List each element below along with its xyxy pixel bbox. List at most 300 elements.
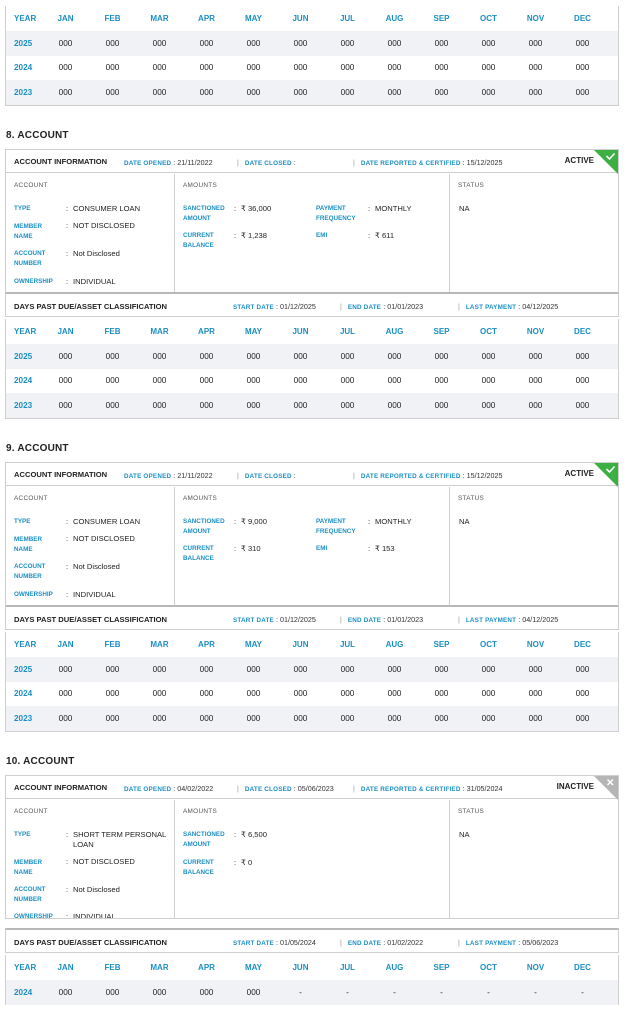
header-cell: JAN (57, 14, 74, 23)
emi-value: ₹ 611 (375, 231, 395, 240)
value-cell: 000 (246, 713, 261, 723)
value-cell: - (581, 987, 584, 997)
colon: : (66, 830, 69, 839)
value-cell: 000 (152, 713, 167, 723)
value-cell: 000 (58, 87, 73, 97)
value-cell: 000 (199, 63, 214, 73)
year-cell: 2023 (14, 87, 33, 97)
separator: | (458, 302, 460, 311)
year-cell: 2025 (14, 664, 33, 674)
colon: : (234, 517, 237, 526)
header-cell: SEP (433, 327, 450, 336)
account-heading: 9. ACCOUNT (6, 443, 69, 454)
last-payment-value: : 04/12/2025 (518, 615, 559, 624)
value-cell: 000 (528, 38, 543, 48)
colon: : (368, 544, 371, 553)
date-closed-label: DATE CLOSED (244, 786, 292, 793)
date-closed (233, 158, 296, 167)
value-cell: 000 (293, 664, 308, 674)
header-cell: YEAR (14, 14, 37, 23)
info-title: ACCOUNT INFORMATION (14, 470, 108, 479)
separator: | (237, 784, 239, 793)
value-cell: 000 (340, 87, 355, 97)
type-label: TYPE (14, 518, 31, 525)
separator: | (353, 158, 355, 167)
separator: | (353, 471, 355, 480)
value-cell: 000 (340, 713, 355, 723)
value-cell: 000 (528, 63, 543, 73)
value-cell: 000 (387, 689, 402, 699)
year-cell: 2023 (14, 400, 33, 410)
value-cell: 000 (105, 987, 120, 997)
dpd-title: DAYS PAST DUE/ASSET CLASSIFICATION (14, 615, 168, 624)
date-opened-label: DATE OPENED (124, 473, 172, 480)
current-balance-value: ₹ 310 (241, 544, 261, 553)
member-name-label: MEMBER NAME (14, 859, 42, 876)
value-cell: 000 (575, 400, 590, 410)
value-cell: 000 (575, 87, 590, 97)
member-name-label: MEMBER NAME (14, 223, 42, 240)
date-closed (233, 471, 296, 480)
separator: | (458, 615, 460, 624)
value-cell: 000 (340, 400, 355, 410)
account-section (6, 800, 175, 919)
account-card (5, 775, 619, 919)
dpd-header-row (6, 632, 618, 657)
value-cell: 000 (58, 664, 73, 674)
sanctioned-amount-label: SANCTIONED AMOUNT (183, 205, 225, 222)
header-cell: NOV (526, 640, 545, 649)
section-title: STATUS (458, 182, 485, 189)
value-cell: 000 (199, 987, 214, 997)
account-info-bar (6, 463, 618, 486)
start-date (233, 938, 316, 947)
current-balance-value: ₹ 0 (241, 858, 253, 867)
account-card (5, 149, 619, 293)
header-cell: YEAR (14, 327, 37, 336)
value-cell: 000 (246, 38, 261, 48)
status-value: NA (459, 204, 470, 213)
header-cell: FEB (104, 14, 121, 23)
date-reported-label: DATE REPORTED & CERTIFIED (360, 473, 461, 480)
year-cell: 2024 (14, 63, 33, 73)
value-cell: 000 (293, 689, 308, 699)
amounts-section (175, 487, 450, 606)
date-closed-label: DATE CLOSED (244, 473, 292, 480)
header-cell: JAN (57, 640, 74, 649)
colon: : (66, 885, 69, 894)
header-cell: JUL (339, 327, 356, 336)
value-cell: 000 (58, 63, 73, 73)
value-cell: 000 (528, 87, 543, 97)
header-cell: DEC (574, 963, 591, 972)
last-payment-label: LAST PAYMENT (465, 617, 517, 624)
value-cell: 000 (246, 87, 261, 97)
last-payment (454, 302, 558, 311)
current-balance-label: CURRENT BALANCE (183, 545, 214, 562)
value-cell: 000 (246, 987, 261, 997)
section-title: AMOUNTS (183, 182, 218, 189)
type-label: TYPE (14, 831, 31, 838)
date-reported (349, 158, 503, 167)
sanctioned-amount-value: ₹ 36,000 (241, 204, 272, 213)
value-cell: 000 (58, 38, 73, 48)
value-cell: 000 (152, 689, 167, 699)
year-cell: 2023 (14, 713, 33, 723)
dpd-header-row (6, 319, 618, 344)
header-cell: DEC (574, 640, 591, 649)
header-cell: OCT (480, 327, 497, 336)
value-cell: 000 (293, 400, 308, 410)
header-cell: YEAR (14, 640, 37, 649)
value-cell: 000 (481, 87, 496, 97)
status-value: NA (459, 830, 470, 839)
value-cell: 000 (481, 351, 496, 361)
separator: | (353, 784, 355, 793)
value-cell: 000 (293, 63, 308, 73)
value-cell: 000 (105, 87, 120, 97)
header-cell: NOV (526, 963, 545, 972)
value-cell: 000 (528, 713, 543, 723)
value-cell: 000 (199, 87, 214, 97)
colon: : (368, 204, 371, 213)
value-cell: 000 (105, 689, 120, 699)
value-cell: 000 (575, 38, 590, 48)
colon: : (66, 204, 69, 213)
account-number-value: Not Disclosed (73, 249, 120, 258)
date-closed-value: : (293, 158, 296, 167)
last-payment-value: : 04/12/2025 (518, 302, 559, 311)
header-cell: JAN (57, 963, 74, 972)
separator: | (237, 158, 239, 167)
end-date (336, 938, 423, 947)
separator: | (340, 615, 342, 624)
value-cell: 000 (58, 713, 73, 723)
colon: : (234, 231, 237, 240)
ownership-label: OWNERSHIP (14, 278, 53, 285)
value-cell: 000 (58, 351, 73, 361)
header-cell: JUN (292, 963, 309, 972)
date-opened-value: : 21/11/2022 (173, 158, 213, 167)
ownership-label: OWNERSHIP (14, 591, 53, 598)
table-row (6, 980, 618, 1005)
value-cell: 000 (528, 400, 543, 410)
section-title: STATUS (458, 495, 485, 502)
value-cell: 000 (434, 689, 449, 699)
account-section (6, 174, 175, 293)
amounts-section (175, 174, 450, 293)
header-cell: MAY (244, 963, 263, 972)
member-name-label: MEMBER NAME (14, 536, 42, 553)
dpd-bar (5, 928, 619, 953)
table-row (6, 80, 618, 105)
member-name-value: NOT DISCLOSED (73, 857, 135, 866)
value-cell: 000 (575, 689, 590, 699)
status-section (450, 800, 619, 919)
colon: : (66, 517, 69, 526)
emi-value: ₹ 153 (375, 544, 395, 553)
info-title: ACCOUNT INFORMATION (14, 783, 108, 792)
value-cell: 000 (481, 664, 496, 674)
colon: : (234, 204, 237, 213)
account-number-label: ACCOUNT NUMBER (14, 563, 46, 580)
value-cell: 000 (58, 689, 73, 699)
value-cell: 000 (246, 689, 261, 699)
header-cell: JUN (292, 327, 309, 336)
start-date-value: : 01/05/2024 (275, 938, 316, 947)
dpd-bar (5, 292, 619, 317)
value-cell: 000 (387, 63, 402, 73)
type-value: SHORT TERM PERSONAL LOAN (73, 830, 166, 849)
start-date-value: : 01/12/2025 (275, 615, 316, 624)
value-cell: 000 (246, 63, 261, 73)
date-opened (124, 158, 213, 167)
value-cell: 000 (152, 664, 167, 674)
colon: : (234, 544, 237, 553)
header-cell: AUG (385, 640, 404, 649)
colon: : (234, 830, 237, 839)
header-cell: JUL (339, 963, 356, 972)
value-cell: 000 (246, 376, 261, 386)
header-cell: SEP (433, 14, 450, 23)
account-info-bar (6, 150, 618, 173)
header-cell: APR (198, 14, 215, 23)
value-cell: 000 (434, 664, 449, 674)
value-cell: 000 (387, 87, 402, 97)
date-opened-value: : 21/11/2022 (173, 471, 213, 480)
value-cell: 000 (434, 63, 449, 73)
end-date-label: END DATE (347, 304, 382, 311)
value-cell: 000 (575, 63, 590, 73)
separator: | (340, 938, 342, 947)
last-payment (454, 615, 558, 624)
header-cell: DEC (574, 14, 591, 23)
ownership-value: INDIVIDUAL (73, 277, 116, 286)
value-cell: 000 (199, 38, 214, 48)
value-cell: 000 (575, 351, 590, 361)
status-badge: ACTIVE (564, 469, 594, 478)
header-cell: AUG (385, 963, 404, 972)
table-row (6, 56, 618, 81)
dpd-header-row (6, 6, 618, 31)
value-cell: 000 (293, 713, 308, 723)
value-cell: 000 (152, 351, 167, 361)
dpd-table (5, 632, 619, 732)
status-badge: ACTIVE (564, 156, 594, 165)
separator: | (237, 471, 239, 480)
separator: | (340, 302, 342, 311)
date-reported-value: : 15/12/2025 (462, 471, 503, 480)
date-reported-value: : 31/05/2024 (462, 784, 503, 793)
date-reported-value: : 15/12/2025 (462, 158, 503, 167)
colon: : (234, 858, 237, 867)
last-payment-label: LAST PAYMENT (465, 304, 517, 311)
section-title: ACCOUNT (14, 495, 48, 502)
end-date-value: : 01/02/2022 (383, 938, 424, 947)
date-reported-label: DATE REPORTED & CERTIFIED (360, 786, 461, 793)
date-opened-label: DATE OPENED (124, 786, 172, 793)
current-balance-value: ₹ 1,238 (241, 231, 267, 240)
value-cell: - (299, 987, 302, 997)
value-cell: 000 (340, 63, 355, 73)
value-cell: 000 (58, 400, 73, 410)
header-cell: YEAR (14, 963, 37, 972)
value-cell: 000 (105, 38, 120, 48)
value-cell: 000 (105, 351, 120, 361)
dpd-title: DAYS PAST DUE/ASSET CLASSIFICATION (14, 302, 168, 311)
value-cell: 000 (340, 38, 355, 48)
type-value: CONSUMER LOAN (73, 517, 141, 526)
table-row (6, 344, 618, 369)
header-cell: SEP (433, 963, 450, 972)
value-cell: 000 (58, 987, 73, 997)
value-cell: 000 (152, 38, 167, 48)
value-cell: - (440, 987, 443, 997)
colon: : (66, 590, 69, 599)
value-cell: 000 (199, 351, 214, 361)
header-cell: OCT (480, 963, 497, 972)
header-cell: APR (198, 963, 215, 972)
account-number-value: Not Disclosed (73, 885, 120, 894)
date-reported (349, 471, 503, 480)
table-row (6, 31, 618, 56)
year-cell: 2024 (14, 689, 33, 699)
value-cell: 000 (528, 351, 543, 361)
value-cell: 000 (199, 376, 214, 386)
section-title: AMOUNTS (183, 495, 218, 502)
end-date-value: : 01/01/2023 (383, 302, 424, 311)
start-date-value: : 01/12/2025 (275, 302, 316, 311)
value-cell: 000 (481, 38, 496, 48)
value-cell: 000 (481, 713, 496, 723)
header-cell: OCT (480, 14, 497, 23)
date-opened-value: : 04/02/2022 (173, 784, 214, 793)
value-cell: 000 (199, 400, 214, 410)
sanctioned-amount-value: ₹ 6,500 (241, 830, 267, 839)
value-cell: 000 (152, 376, 167, 386)
header-cell: MAR (150, 640, 169, 649)
dpd-header-row (6, 955, 618, 980)
value-cell: 000 (575, 376, 590, 386)
value-cell: - (346, 987, 349, 997)
header-cell: OCT (480, 640, 497, 649)
check-icon (594, 150, 618, 174)
value-cell: 000 (434, 713, 449, 723)
value-cell: 000 (152, 987, 167, 997)
member-name-value: NOT DISCLOSED (73, 221, 135, 230)
value-cell: 000 (575, 664, 590, 674)
year-cell: 2025 (14, 38, 33, 48)
account-card (5, 462, 619, 606)
table-row (6, 657, 618, 682)
account-number-label: ACCOUNT NUMBER (14, 886, 46, 903)
header-cell: NOV (526, 14, 545, 23)
value-cell: 000 (340, 351, 355, 361)
member-name-value: NOT DISCLOSED (73, 534, 135, 543)
date-reported (349, 784, 503, 793)
value-cell: 000 (105, 713, 120, 723)
value-cell: 000 (199, 713, 214, 723)
colon: : (66, 534, 69, 543)
date-closed-value: : 05/06/2023 (293, 784, 334, 793)
year-cell: 2024 (14, 987, 33, 997)
date-closed-value: : (293, 471, 296, 480)
section-title: ACCOUNT (14, 808, 48, 815)
amounts-section (175, 800, 450, 919)
value-cell: 000 (528, 689, 543, 699)
value-cell: 000 (481, 400, 496, 410)
sanctioned-amount-label: SANCTIONED AMOUNT (183, 518, 225, 535)
value-cell: 000 (575, 713, 590, 723)
value-cell: - (487, 987, 490, 997)
status-section (450, 174, 619, 293)
value-cell: 000 (105, 376, 120, 386)
dpd-table (5, 319, 619, 419)
value-cell: 000 (152, 400, 167, 410)
value-cell: 000 (528, 376, 543, 386)
header-cell: AUG (385, 14, 404, 23)
ownership-value: INDIVIDUAL (73, 590, 116, 599)
header-cell: MAR (150, 14, 169, 23)
value-cell: 000 (434, 38, 449, 48)
section-title: STATUS (458, 808, 485, 815)
date-reported-label: DATE REPORTED & CERTIFIED (360, 160, 461, 167)
end-date-value: : 01/01/2023 (383, 615, 424, 624)
table-row (6, 682, 618, 707)
last-payment-label: LAST PAYMENT (465, 940, 517, 947)
ownership-label: OWNERSHIP (14, 913, 53, 919)
colon: : (368, 231, 371, 240)
header-cell: FEB (104, 327, 121, 336)
info-title: ACCOUNT INFORMATION (14, 157, 108, 166)
account-section (6, 487, 175, 606)
status-section (450, 487, 619, 606)
end-date-label: END DATE (347, 940, 382, 947)
value-cell: 000 (246, 400, 261, 410)
value-cell: 000 (340, 689, 355, 699)
date-opened-label: DATE OPENED (124, 160, 172, 167)
value-cell: 000 (293, 87, 308, 97)
account-info-bar (6, 776, 618, 799)
account-heading: 8. ACCOUNT (6, 130, 69, 141)
header-cell: APR (198, 327, 215, 336)
colon: : (66, 221, 69, 230)
value-cell: 000 (199, 664, 214, 674)
colon: : (66, 857, 69, 866)
header-cell: MAY (244, 640, 263, 649)
value-cell: 000 (199, 689, 214, 699)
start-date-label: START DATE (233, 617, 274, 624)
value-cell: 000 (387, 664, 402, 674)
ownership-value: INDIVIDUAL (73, 912, 116, 919)
table-row (6, 369, 618, 394)
check-icon (594, 463, 618, 487)
value-cell: 000 (105, 63, 120, 73)
value-cell: 000 (340, 376, 355, 386)
close-icon (594, 776, 618, 800)
type-label: TYPE (14, 205, 31, 212)
dpd-title: DAYS PAST DUE/ASSET CLASSIFICATION (14, 938, 168, 947)
header-cell: JUL (339, 14, 356, 23)
colon: : (368, 517, 371, 526)
value-cell: 000 (58, 376, 73, 386)
header-cell: FEB (104, 963, 121, 972)
value-cell: 000 (152, 63, 167, 73)
colon: : (66, 912, 69, 919)
end-date (336, 302, 423, 311)
header-cell: DEC (574, 327, 591, 336)
value-cell: 000 (434, 351, 449, 361)
